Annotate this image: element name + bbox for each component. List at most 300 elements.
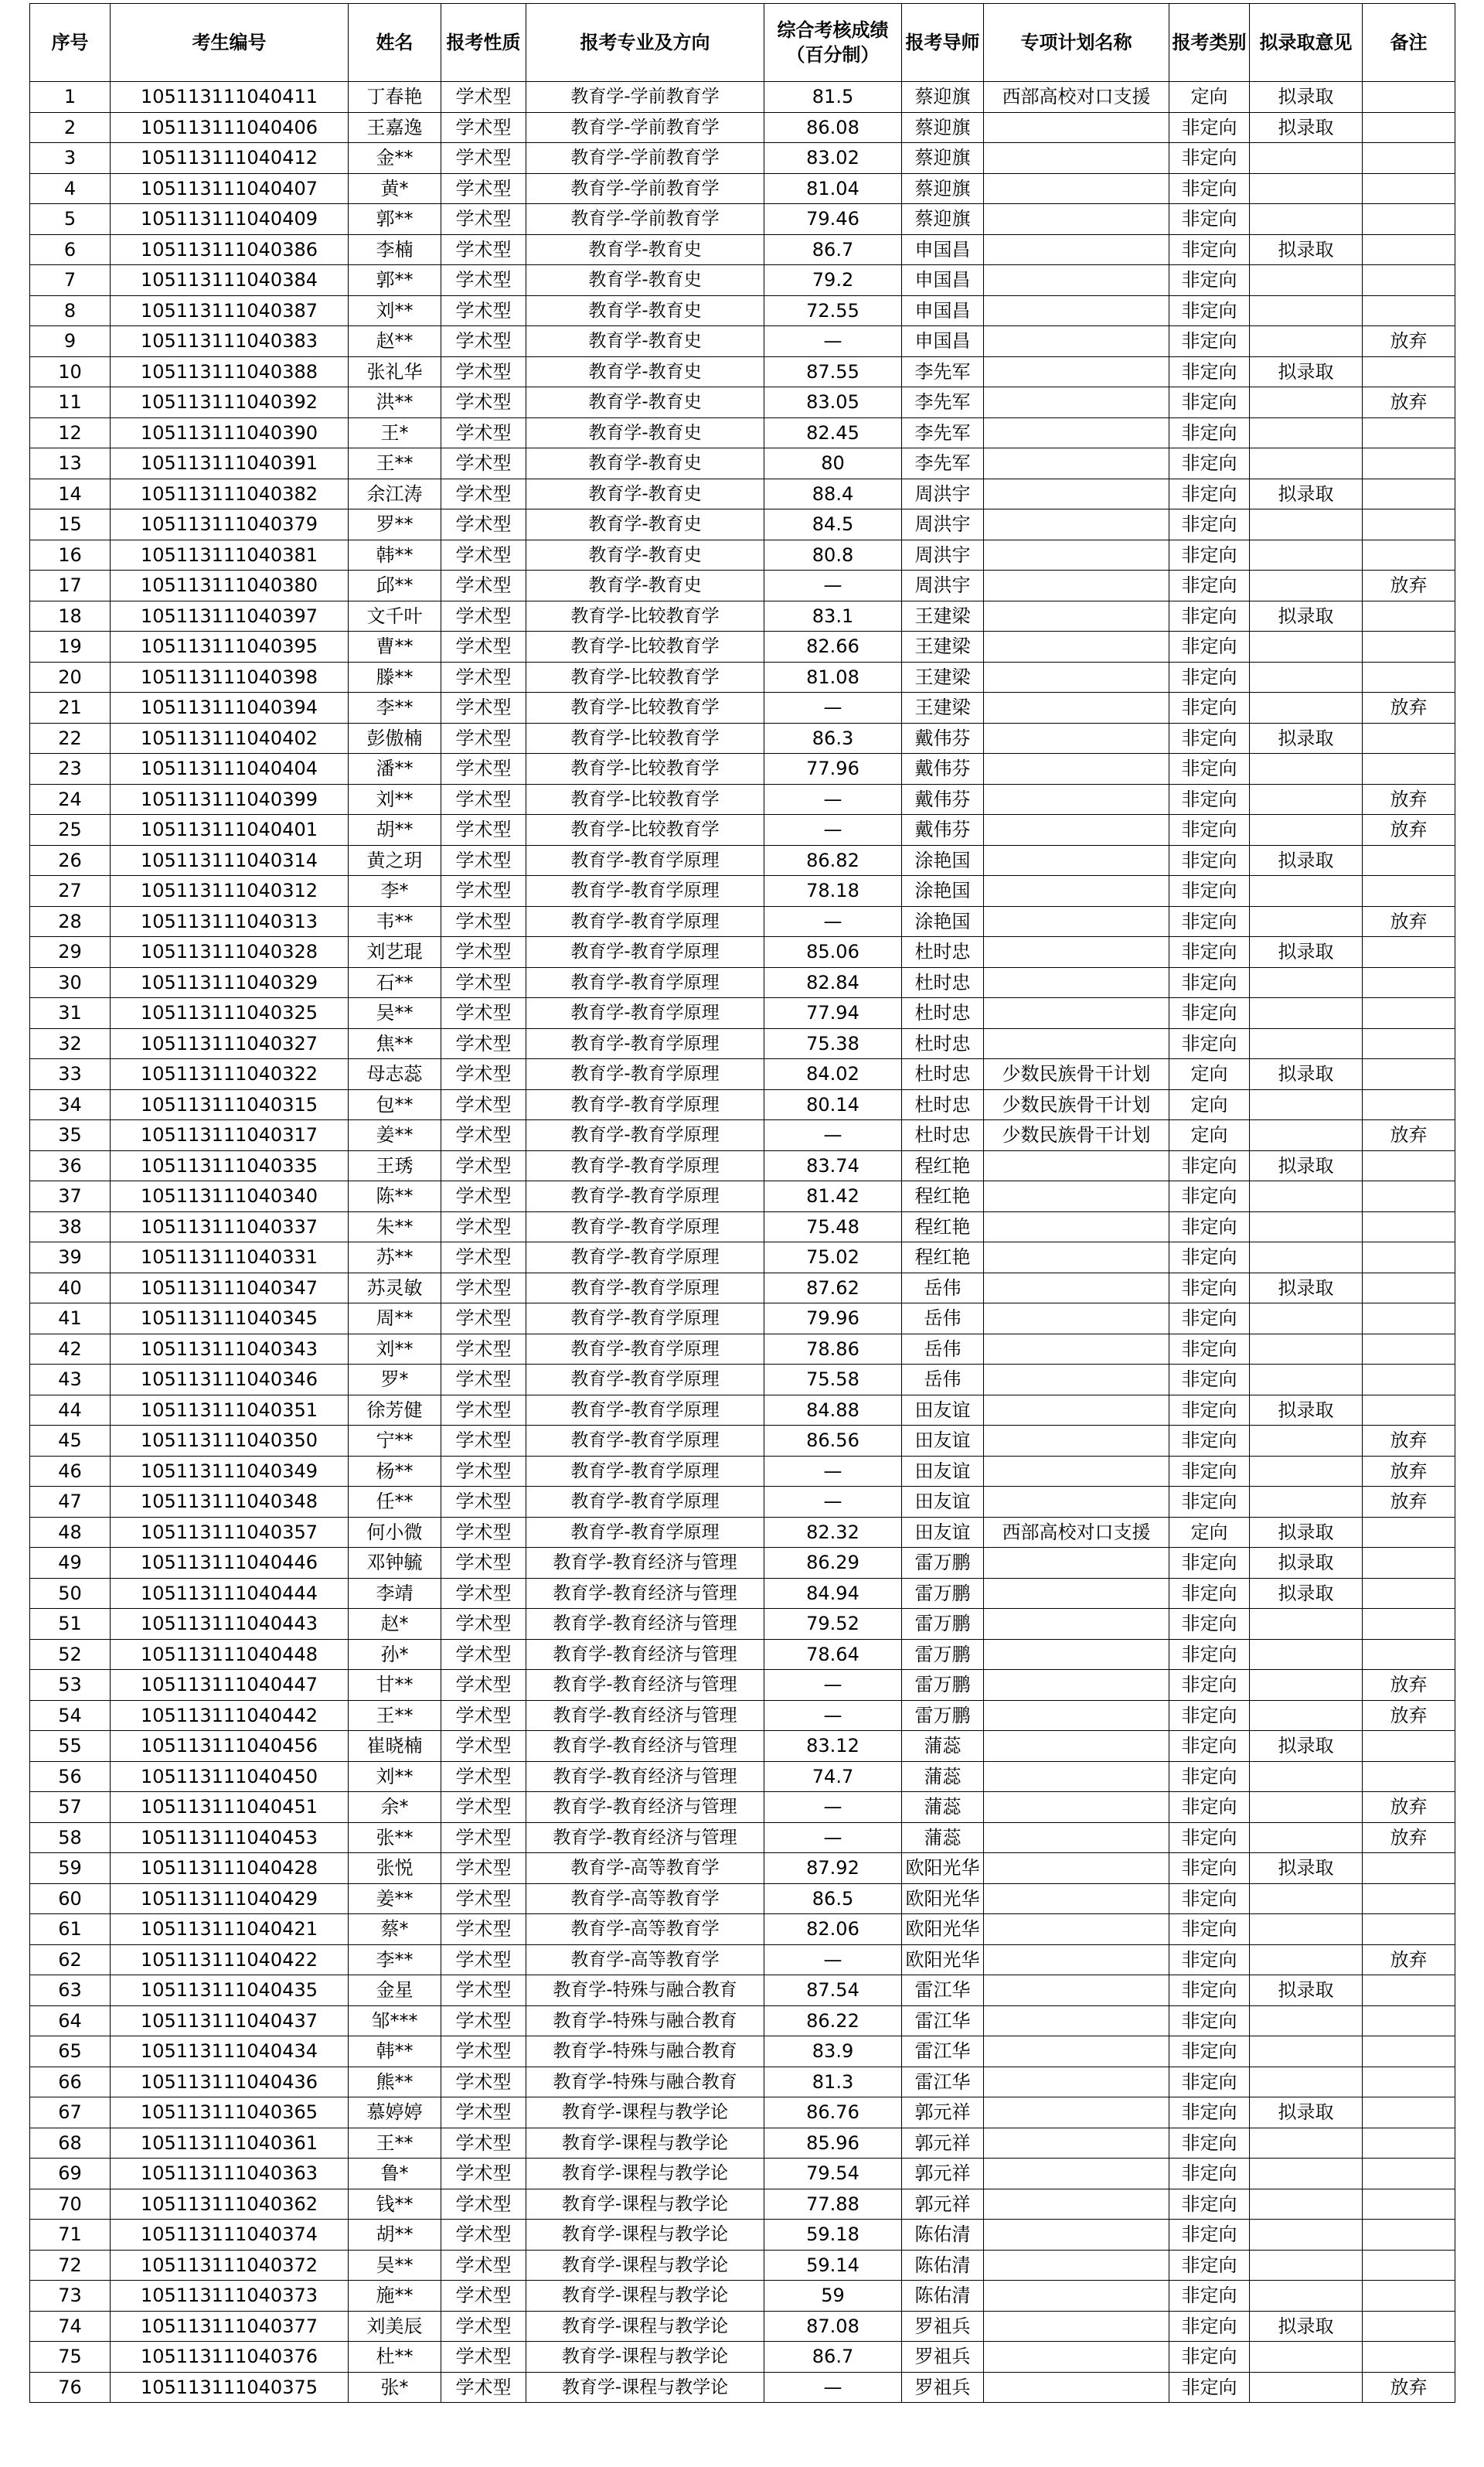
cell-decision: 拟录取 (1250, 723, 1363, 754)
cell-decision (1250, 1334, 1363, 1365)
cell-nature: 学术型 (441, 1975, 526, 2006)
cell-category: 非定向 (1169, 1456, 1250, 1487)
cell-name: 鲁* (349, 2159, 441, 2189)
header-name: 姓名 (349, 4, 441, 82)
cell-exam-id: 105113111040383 (111, 326, 349, 357)
cell-remark (1363, 1365, 1455, 1395)
table-row (30, 2220, 1455, 2251)
cell-seq: 32 (30, 1028, 111, 1059)
cell-decision (1250, 1181, 1363, 1212)
cell-score: — (764, 693, 902, 724)
cell-exam-id: 105113111040437 (111, 2005, 349, 2036)
cell-name: 赵* (349, 1609, 441, 1640)
cell-name: 张悦 (349, 1853, 441, 1884)
cell-exam-id: 105113111040363 (111, 2159, 349, 2189)
cell-score: 86.3 (764, 723, 902, 754)
cell-exam-id: 105113111040399 (111, 784, 349, 815)
cell-score: 81.08 (764, 662, 902, 693)
cell-category: 非定向 (1169, 2005, 1250, 2036)
cell-remark (1363, 2097, 1455, 2128)
cell-decision (1250, 2372, 1363, 2403)
table-row (30, 845, 1455, 876)
cell-supervisor: 杜时忠 (902, 1059, 984, 1090)
cell-score: 86.08 (764, 112, 902, 143)
cell-category: 定向 (1169, 1059, 1250, 1090)
cell-category: 非定向 (1169, 112, 1250, 143)
cell-exam-id: 105113111040450 (111, 1761, 349, 1792)
cell-supervisor: 涂艳国 (902, 845, 984, 876)
cell-special-plan (984, 1181, 1169, 1212)
cell-supervisor: 蒲蕊 (902, 1761, 984, 1792)
cell-nature: 学术型 (441, 1334, 526, 1365)
cell-category: 非定向 (1169, 2036, 1250, 2067)
cell-score: 78.86 (764, 1334, 902, 1365)
cell-decision (1250, 1639, 1363, 1670)
table-row (30, 693, 1455, 724)
cell-exam-id: 105113111040447 (111, 1670, 349, 1701)
cell-nature: 学术型 (441, 1456, 526, 1487)
cell-exam-id: 105113111040327 (111, 1028, 349, 1059)
cell-nature: 学术型 (441, 876, 526, 907)
cell-decision (1250, 1120, 1363, 1151)
cell-score: 75.58 (764, 1365, 902, 1395)
cell-decision (1250, 1028, 1363, 1059)
cell-score: 87.92 (764, 1853, 902, 1884)
cell-major: 教育学-教育学原理 (526, 845, 764, 876)
cell-category: 非定向 (1169, 937, 1250, 968)
cell-major: 教育学-教育学原理 (526, 1059, 764, 1090)
cell-exam-id: 105113111040357 (111, 1517, 349, 1548)
header-decision: 拟录取意见 (1250, 4, 1363, 82)
table-row (30, 906, 1455, 937)
cell-decision (1250, 509, 1363, 540)
cell-decision (1250, 448, 1363, 479)
cell-major: 教育学-比较教育学 (526, 693, 764, 724)
cell-special-plan (984, 876, 1169, 907)
cell-category: 非定向 (1169, 143, 1250, 174)
cell-supervisor: 李先军 (902, 356, 984, 387)
cell-nature: 学术型 (441, 173, 526, 204)
cell-supervisor: 杜时忠 (902, 1089, 984, 1120)
cell-supervisor: 田友谊 (902, 1517, 984, 1548)
cell-score: — (764, 1120, 902, 1151)
cell-decision (1250, 2036, 1363, 2067)
cell-special-plan (984, 2372, 1169, 2403)
cell-major: 教育学-课程与教学论 (526, 2281, 764, 2312)
cell-supervisor: 蔡迎旗 (902, 143, 984, 174)
header-category: 报考类别 (1169, 4, 1250, 82)
cell-category: 非定向 (1169, 265, 1250, 296)
cell-special-plan (984, 417, 1169, 448)
cell-supervisor: 田友谊 (902, 1456, 984, 1487)
cell-score: — (764, 1456, 902, 1487)
cell-name: 郭** (349, 265, 441, 296)
cell-nature: 学术型 (441, 571, 526, 601)
cell-major: 教育学-教育史 (526, 479, 764, 509)
cell-name: 郭** (349, 204, 441, 235)
cell-nature: 学术型 (441, 234, 526, 265)
cell-name: 王* (349, 417, 441, 448)
table-row (30, 540, 1455, 571)
cell-score: 82.66 (764, 632, 902, 663)
cell-nature: 学术型 (441, 1089, 526, 1120)
cell-nature: 学术型 (441, 2189, 526, 2220)
cell-seq: 53 (30, 1670, 111, 1701)
cell-score: 77.94 (764, 998, 902, 1029)
cell-special-plan (984, 234, 1169, 265)
cell-category: 非定向 (1169, 754, 1250, 785)
cell-category: 定向 (1169, 1120, 1250, 1151)
cell-name: 邹*** (349, 2005, 441, 2036)
cell-seq: 65 (30, 2036, 111, 2067)
cell-special-plan (984, 1609, 1169, 1640)
cell-major: 教育学-教育经济与管理 (526, 1822, 764, 1853)
cell-remark: 放弃 (1363, 1822, 1455, 1853)
table-row (30, 2159, 1455, 2189)
cell-special-plan (984, 1792, 1169, 1823)
cell-name: 苏** (349, 1242, 441, 1273)
cell-major: 教育学-教育学原理 (526, 906, 764, 937)
cell-seq: 13 (30, 448, 111, 479)
cell-nature: 学术型 (441, 2342, 526, 2373)
cell-major: 教育学-学前教育学 (526, 82, 764, 113)
cell-score: 79.54 (764, 2159, 902, 2189)
table-row (30, 1334, 1455, 1365)
cell-name: 刘** (349, 295, 441, 326)
cell-category: 非定向 (1169, 2067, 1250, 2097)
cell-seq: 73 (30, 2281, 111, 2312)
cell-special-plan (984, 1456, 1169, 1487)
cell-seq: 14 (30, 479, 111, 509)
cell-supervisor: 王建梁 (902, 632, 984, 663)
cell-name: 杨** (349, 1456, 441, 1487)
cell-name: 徐芳健 (349, 1395, 441, 1426)
cell-supervisor: 戴伟芬 (902, 815, 984, 846)
cell-decision: 拟录取 (1250, 601, 1363, 632)
table-row (30, 1548, 1455, 1579)
cell-nature: 学术型 (441, 1578, 526, 1609)
cell-major: 教育学-比较教育学 (526, 784, 764, 815)
cell-special-plan (984, 1426, 1169, 1457)
cell-nature: 学术型 (441, 693, 526, 724)
cell-category: 非定向 (1169, 1883, 1250, 1914)
cell-supervisor: 杜时忠 (902, 937, 984, 968)
table-row (30, 265, 1455, 296)
cell-seq: 43 (30, 1365, 111, 1395)
cell-nature: 学术型 (441, 2281, 526, 2312)
cell-decision: 拟录取 (1250, 479, 1363, 509)
cell-remark (1363, 2005, 1455, 2036)
cell-supervisor: 李先军 (902, 387, 984, 418)
cell-seq: 1 (30, 82, 111, 113)
cell-exam-id: 105113111040444 (111, 1578, 349, 1609)
table-row (30, 295, 1455, 326)
cell-special-plan (984, 2036, 1169, 2067)
cell-major: 教育学-比较教育学 (526, 754, 764, 785)
cell-major: 教育学-教育经济与管理 (526, 1670, 764, 1701)
cell-category: 非定向 (1169, 571, 1250, 601)
cell-score: 80.14 (764, 1089, 902, 1120)
cell-special-plan (984, 2128, 1169, 2159)
cell-remark (1363, 1028, 1455, 1059)
header-nature: 报考性质 (441, 4, 526, 82)
cell-exam-id: 105113111040421 (111, 1914, 349, 1945)
cell-decision (1250, 906, 1363, 937)
table-row (30, 662, 1455, 693)
cell-seq: 23 (30, 754, 111, 785)
cell-score: 85.96 (764, 2128, 902, 2159)
cell-exam-id: 105113111040401 (111, 815, 349, 846)
cell-seq: 6 (30, 234, 111, 265)
cell-seq: 51 (30, 1609, 111, 1640)
cell-special-plan (984, 2342, 1169, 2373)
cell-category: 非定向 (1169, 295, 1250, 326)
cell-decision: 拟录取 (1250, 1975, 1363, 2006)
cell-decision (1250, 815, 1363, 846)
cell-decision: 拟录取 (1250, 2097, 1363, 2128)
cell-name: 曹** (349, 632, 441, 663)
cell-remark (1363, 1883, 1455, 1914)
cell-supervisor: 郭元祥 (902, 2097, 984, 2128)
table-row (30, 967, 1455, 998)
cell-name: 蔡* (349, 1914, 441, 1945)
cell-score: — (764, 815, 902, 846)
cell-nature: 学术型 (441, 845, 526, 876)
cell-name: 甘** (349, 1670, 441, 1701)
cell-decision: 拟录取 (1250, 845, 1363, 876)
cell-score: 72.55 (764, 295, 902, 326)
cell-nature: 学术型 (441, 906, 526, 937)
cell-name: 余* (349, 1792, 441, 1823)
cell-score: 83.74 (764, 1150, 902, 1181)
cell-remark (1363, 1853, 1455, 1884)
cell-supervisor: 涂艳国 (902, 906, 984, 937)
cell-nature: 学术型 (441, 1211, 526, 1242)
cell-major: 教育学-课程与教学论 (526, 2372, 764, 2403)
cell-score: 81.5 (764, 82, 902, 113)
cell-nature: 学术型 (441, 815, 526, 846)
header-supervisor: 报考导师 (902, 4, 984, 82)
cell-name: 李靖 (349, 1578, 441, 1609)
cell-category: 非定向 (1169, 1242, 1250, 1273)
cell-exam-id: 105113111040379 (111, 509, 349, 540)
cell-major: 教育学-课程与教学论 (526, 2311, 764, 2342)
cell-exam-id: 105113111040377 (111, 2311, 349, 2342)
cell-major: 教育学-高等教育学 (526, 1944, 764, 1975)
cell-decision (1250, 1211, 1363, 1242)
cell-name: 李楠 (349, 234, 441, 265)
table-row (30, 448, 1455, 479)
table-row (30, 234, 1455, 265)
cell-major: 教育学-教育学原理 (526, 1456, 764, 1487)
cell-name: 刘艺琨 (349, 937, 441, 968)
cell-nature: 学术型 (441, 1609, 526, 1640)
cell-special-plan (984, 1303, 1169, 1334)
cell-nature: 学术型 (441, 1731, 526, 1762)
cell-major: 教育学-教育史 (526, 509, 764, 540)
cell-seq: 19 (30, 632, 111, 663)
cell-decision (1250, 693, 1363, 724)
cell-remark: 放弃 (1363, 1120, 1455, 1151)
cell-major: 教育学-教育学原理 (526, 1242, 764, 1273)
cell-remark (1363, 173, 1455, 204)
cell-supervisor: 王建梁 (902, 662, 984, 693)
cell-name: 焦** (349, 1028, 441, 1059)
cell-decision (1250, 571, 1363, 601)
cell-special-plan (984, 1639, 1169, 1670)
cell-supervisor: 田友谊 (902, 1487, 984, 1518)
cell-name: 王琇 (349, 1150, 441, 1181)
cell-special-plan (984, 112, 1169, 143)
cell-remark: 放弃 (1363, 1670, 1455, 1701)
cell-seq: 38 (30, 1211, 111, 1242)
cell-exam-id: 105113111040451 (111, 1792, 349, 1823)
cell-remark: 放弃 (1363, 326, 1455, 357)
cell-nature: 学术型 (441, 601, 526, 632)
cell-seq: 20 (30, 662, 111, 693)
cell-special-plan (984, 1944, 1169, 1975)
cell-special-plan (984, 723, 1169, 754)
table-row (30, 2128, 1455, 2159)
cell-score: 80.8 (764, 540, 902, 571)
cell-major: 教育学-教育史 (526, 295, 764, 326)
cell-category: 非定向 (1169, 2220, 1250, 2251)
cell-seq: 68 (30, 2128, 111, 2159)
cell-supervisor: 雷江华 (902, 2005, 984, 2036)
cell-nature: 学术型 (441, 1028, 526, 1059)
cell-exam-id: 105113111040382 (111, 479, 349, 509)
cell-category: 非定向 (1169, 2372, 1250, 2403)
cell-name: 吴** (349, 998, 441, 1029)
cell-supervisor: 郭元祥 (902, 2189, 984, 2220)
cell-exam-id: 105113111040435 (111, 1975, 349, 2006)
cell-seq: 59 (30, 1853, 111, 1884)
cell-name: 韩** (349, 540, 441, 571)
cell-nature: 学术型 (441, 1761, 526, 1792)
cell-remark (1363, 1761, 1455, 1792)
cell-major: 教育学-教育学原理 (526, 1028, 764, 1059)
cell-score: 78.64 (764, 1639, 902, 1670)
cell-remark: 放弃 (1363, 1792, 1455, 1823)
table-row (30, 1731, 1455, 1762)
cell-seq: 36 (30, 1150, 111, 1181)
cell-decision (1250, 1609, 1363, 1640)
table-row (30, 2067, 1455, 2097)
cell-major: 教育学-教育经济与管理 (526, 1700, 764, 1731)
cell-special-plan (984, 2281, 1169, 2312)
cell-decision (1250, 2342, 1363, 2373)
cell-remark (1363, 845, 1455, 876)
cell-decision (1250, 967, 1363, 998)
cell-remark (1363, 143, 1455, 174)
cell-special-plan (984, 2067, 1169, 2097)
table-row (30, 1670, 1455, 1701)
cell-name: 赵** (349, 326, 441, 357)
cell-seq: 42 (30, 1334, 111, 1365)
cell-category: 非定向 (1169, 845, 1250, 876)
cell-score: 84.94 (764, 1578, 902, 1609)
cell-score: — (764, 1670, 902, 1701)
cell-seq: 75 (30, 2342, 111, 2373)
cell-exam-id: 105113111040456 (111, 1731, 349, 1762)
cell-score: 83.9 (764, 2036, 902, 2067)
cell-decision (1250, 2005, 1363, 2036)
cell-name: 任** (349, 1487, 441, 1518)
table-row (30, 1028, 1455, 1059)
cell-seq: 33 (30, 1059, 111, 1090)
cell-nature: 学术型 (441, 356, 526, 387)
cell-exam-id: 105113111040392 (111, 387, 349, 418)
cell-category: 非定向 (1169, 967, 1250, 998)
cell-category: 非定向 (1169, 1853, 1250, 1884)
cell-major: 教育学-教育史 (526, 234, 764, 265)
cell-seq: 50 (30, 1578, 111, 1609)
cell-remark (1363, 1089, 1455, 1120)
cell-decision (1250, 1456, 1363, 1487)
cell-special-plan (984, 1548, 1169, 1579)
cell-major: 教育学-特殊与融合教育 (526, 2036, 764, 2067)
cell-exam-id: 105113111040372 (111, 2250, 349, 2281)
header-row (30, 4, 1455, 82)
cell-decision (1250, 632, 1363, 663)
cell-decision (1250, 2067, 1363, 2097)
cell-seq: 39 (30, 1242, 111, 1273)
cell-nature: 学术型 (441, 509, 526, 540)
cell-nature: 学术型 (441, 1150, 526, 1181)
cell-major: 教育学-学前教育学 (526, 143, 764, 174)
cell-supervisor: 雷万鹏 (902, 1548, 984, 1579)
cell-supervisor: 蔡迎旗 (902, 204, 984, 235)
cell-category: 非定向 (1169, 387, 1250, 418)
cell-nature: 学术型 (441, 1944, 526, 1975)
cell-nature: 学术型 (441, 1059, 526, 1090)
cell-decision (1250, 1487, 1363, 1518)
cell-nature: 学术型 (441, 662, 526, 693)
cell-nature: 学术型 (441, 1120, 526, 1151)
cell-name: 潘** (349, 754, 441, 785)
cell-decision (1250, 1944, 1363, 1975)
cell-special-plan (984, 2311, 1169, 2342)
cell-seq: 30 (30, 967, 111, 998)
cell-decision (1250, 876, 1363, 907)
cell-nature: 学术型 (441, 1822, 526, 1853)
cell-score: 83.12 (764, 1731, 902, 1762)
cell-remark (1363, 295, 1455, 326)
cell-exam-id: 105113111040373 (111, 2281, 349, 2312)
cell-major: 教育学-教育经济与管理 (526, 1578, 764, 1609)
table-row (30, 479, 1455, 509)
table-row (30, 326, 1455, 357)
cell-score: 78.18 (764, 876, 902, 907)
cell-remark (1363, 662, 1455, 693)
cell-decision: 拟录取 (1250, 1395, 1363, 1426)
cell-remark (1363, 2036, 1455, 2067)
cell-major: 教育学-比较教育学 (526, 632, 764, 663)
cell-remark (1363, 1731, 1455, 1762)
cell-special-plan (984, 2097, 1169, 2128)
cell-seq: 2 (30, 112, 111, 143)
cell-supervisor: 戴伟芬 (902, 754, 984, 785)
cell-category: 非定向 (1169, 1334, 1250, 1365)
table-row (30, 1456, 1455, 1487)
cell-major: 教育学-教育学原理 (526, 1303, 764, 1334)
cell-remark (1363, 112, 1455, 143)
cell-name: 金星 (349, 1975, 441, 2006)
cell-major: 教育学-教育学原理 (526, 1273, 764, 1303)
cell-special-plan (984, 845, 1169, 876)
cell-special-plan (984, 632, 1169, 663)
cell-nature: 学术型 (441, 784, 526, 815)
